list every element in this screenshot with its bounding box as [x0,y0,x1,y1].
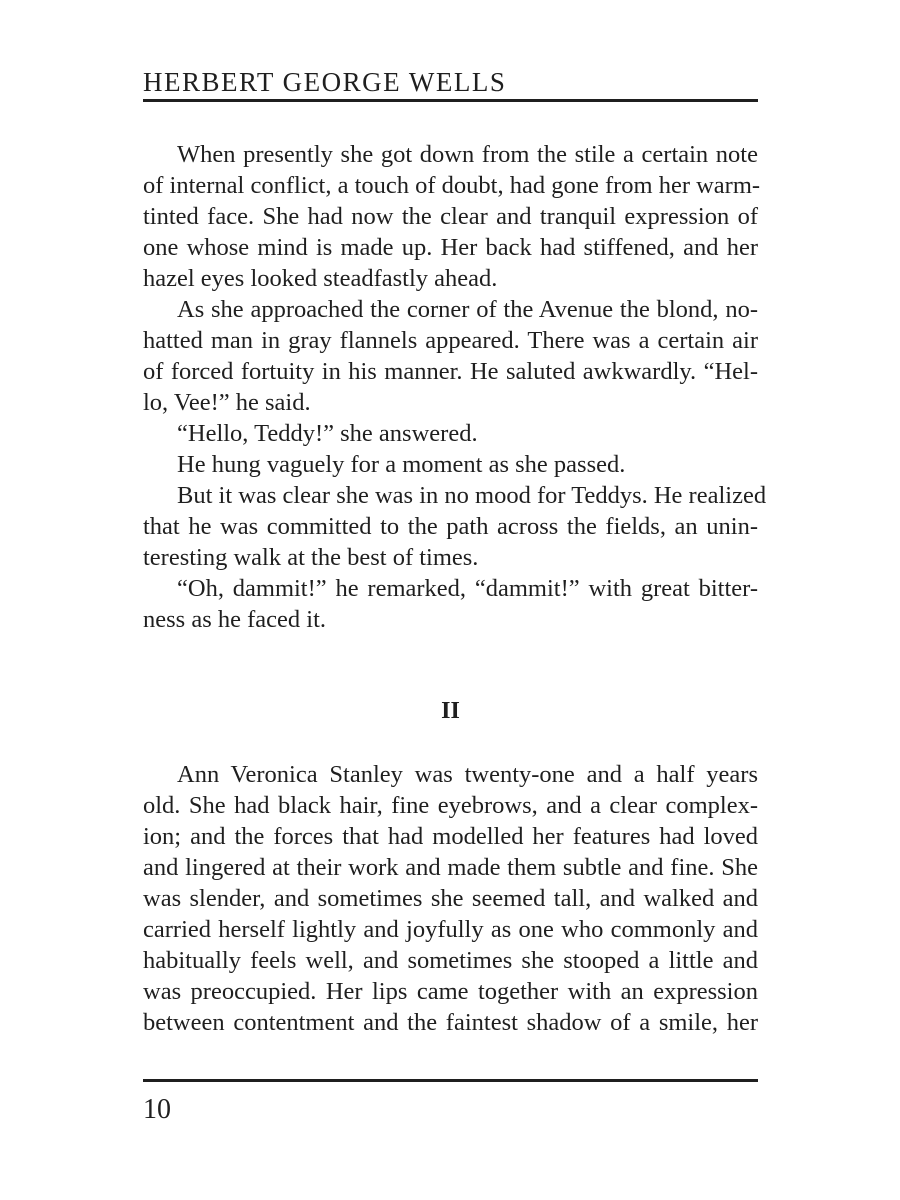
text-line: one whose mind is made up. Her back had stiffened, and her [143,234,758,261]
text-line: tinted face. She had now the clear and tranquil expression of [143,203,758,230]
text-line: was slender, and sometimes she seemed tall, and walked and [143,885,758,912]
text-line: hazel eyes looked steadfastly ahead. [143,265,498,292]
text-line: “Hello, Teddy!” she answered. [177,420,478,447]
text-line: hatted man in gray flannels appeared. There was a certain air [143,327,758,354]
text-line: was preoccupied. Her lips came together with an expression [143,978,758,1005]
footer-rule [143,1079,758,1082]
text-line: ness as he faced it. [143,606,326,633]
header-rule [143,99,758,102]
section-heading: II [441,698,460,724]
text-line: of internal conflict, a touch of doubt, had gone from her warm- [143,172,761,199]
text-line: and lingered at their work and made them subtle and fine. She [143,854,758,881]
text-line: between contentment and the faintest shadow of a smile, her [143,1009,758,1036]
running-head: HERBERT GEORGE WELLS [143,67,507,97]
text-line: of forced fortuity in his manner. He saluted awkwardly. “Hel- [143,358,758,385]
text-line: When presently she got down from the stile a certain note [177,141,758,168]
text-line: that he was committed to the path across the fields, an unin- [143,513,758,540]
text-line: lo, Vee!” he said. [143,389,311,416]
text-line: But it was clear she was in no mood for Teddys. He realized [177,482,767,509]
text-line: As she approached the corner of the Avenue the blond, no- [177,296,758,323]
text-line: He hung vaguely for a moment as she passed. [177,451,626,478]
text-line: teresting walk at the best of times. [143,544,479,571]
text-line: “Oh, dammit!” he remarked, “dammit!” with great bitter- [177,575,758,602]
text-line: habitually feels well, and sometimes she stooped a little and [143,947,758,974]
text-line: Ann Veronica Stanley was twenty-one and a half years [177,761,758,788]
text-line: carried herself lightly and joyfully as one who commonly and [143,916,758,943]
text-line: ion; and the forces that had modelled her features had loved [143,823,758,850]
text-line: old. She had black hair, fine eyebrows, and a clear complex- [143,792,758,819]
page-number: 10 [143,1094,171,1125]
